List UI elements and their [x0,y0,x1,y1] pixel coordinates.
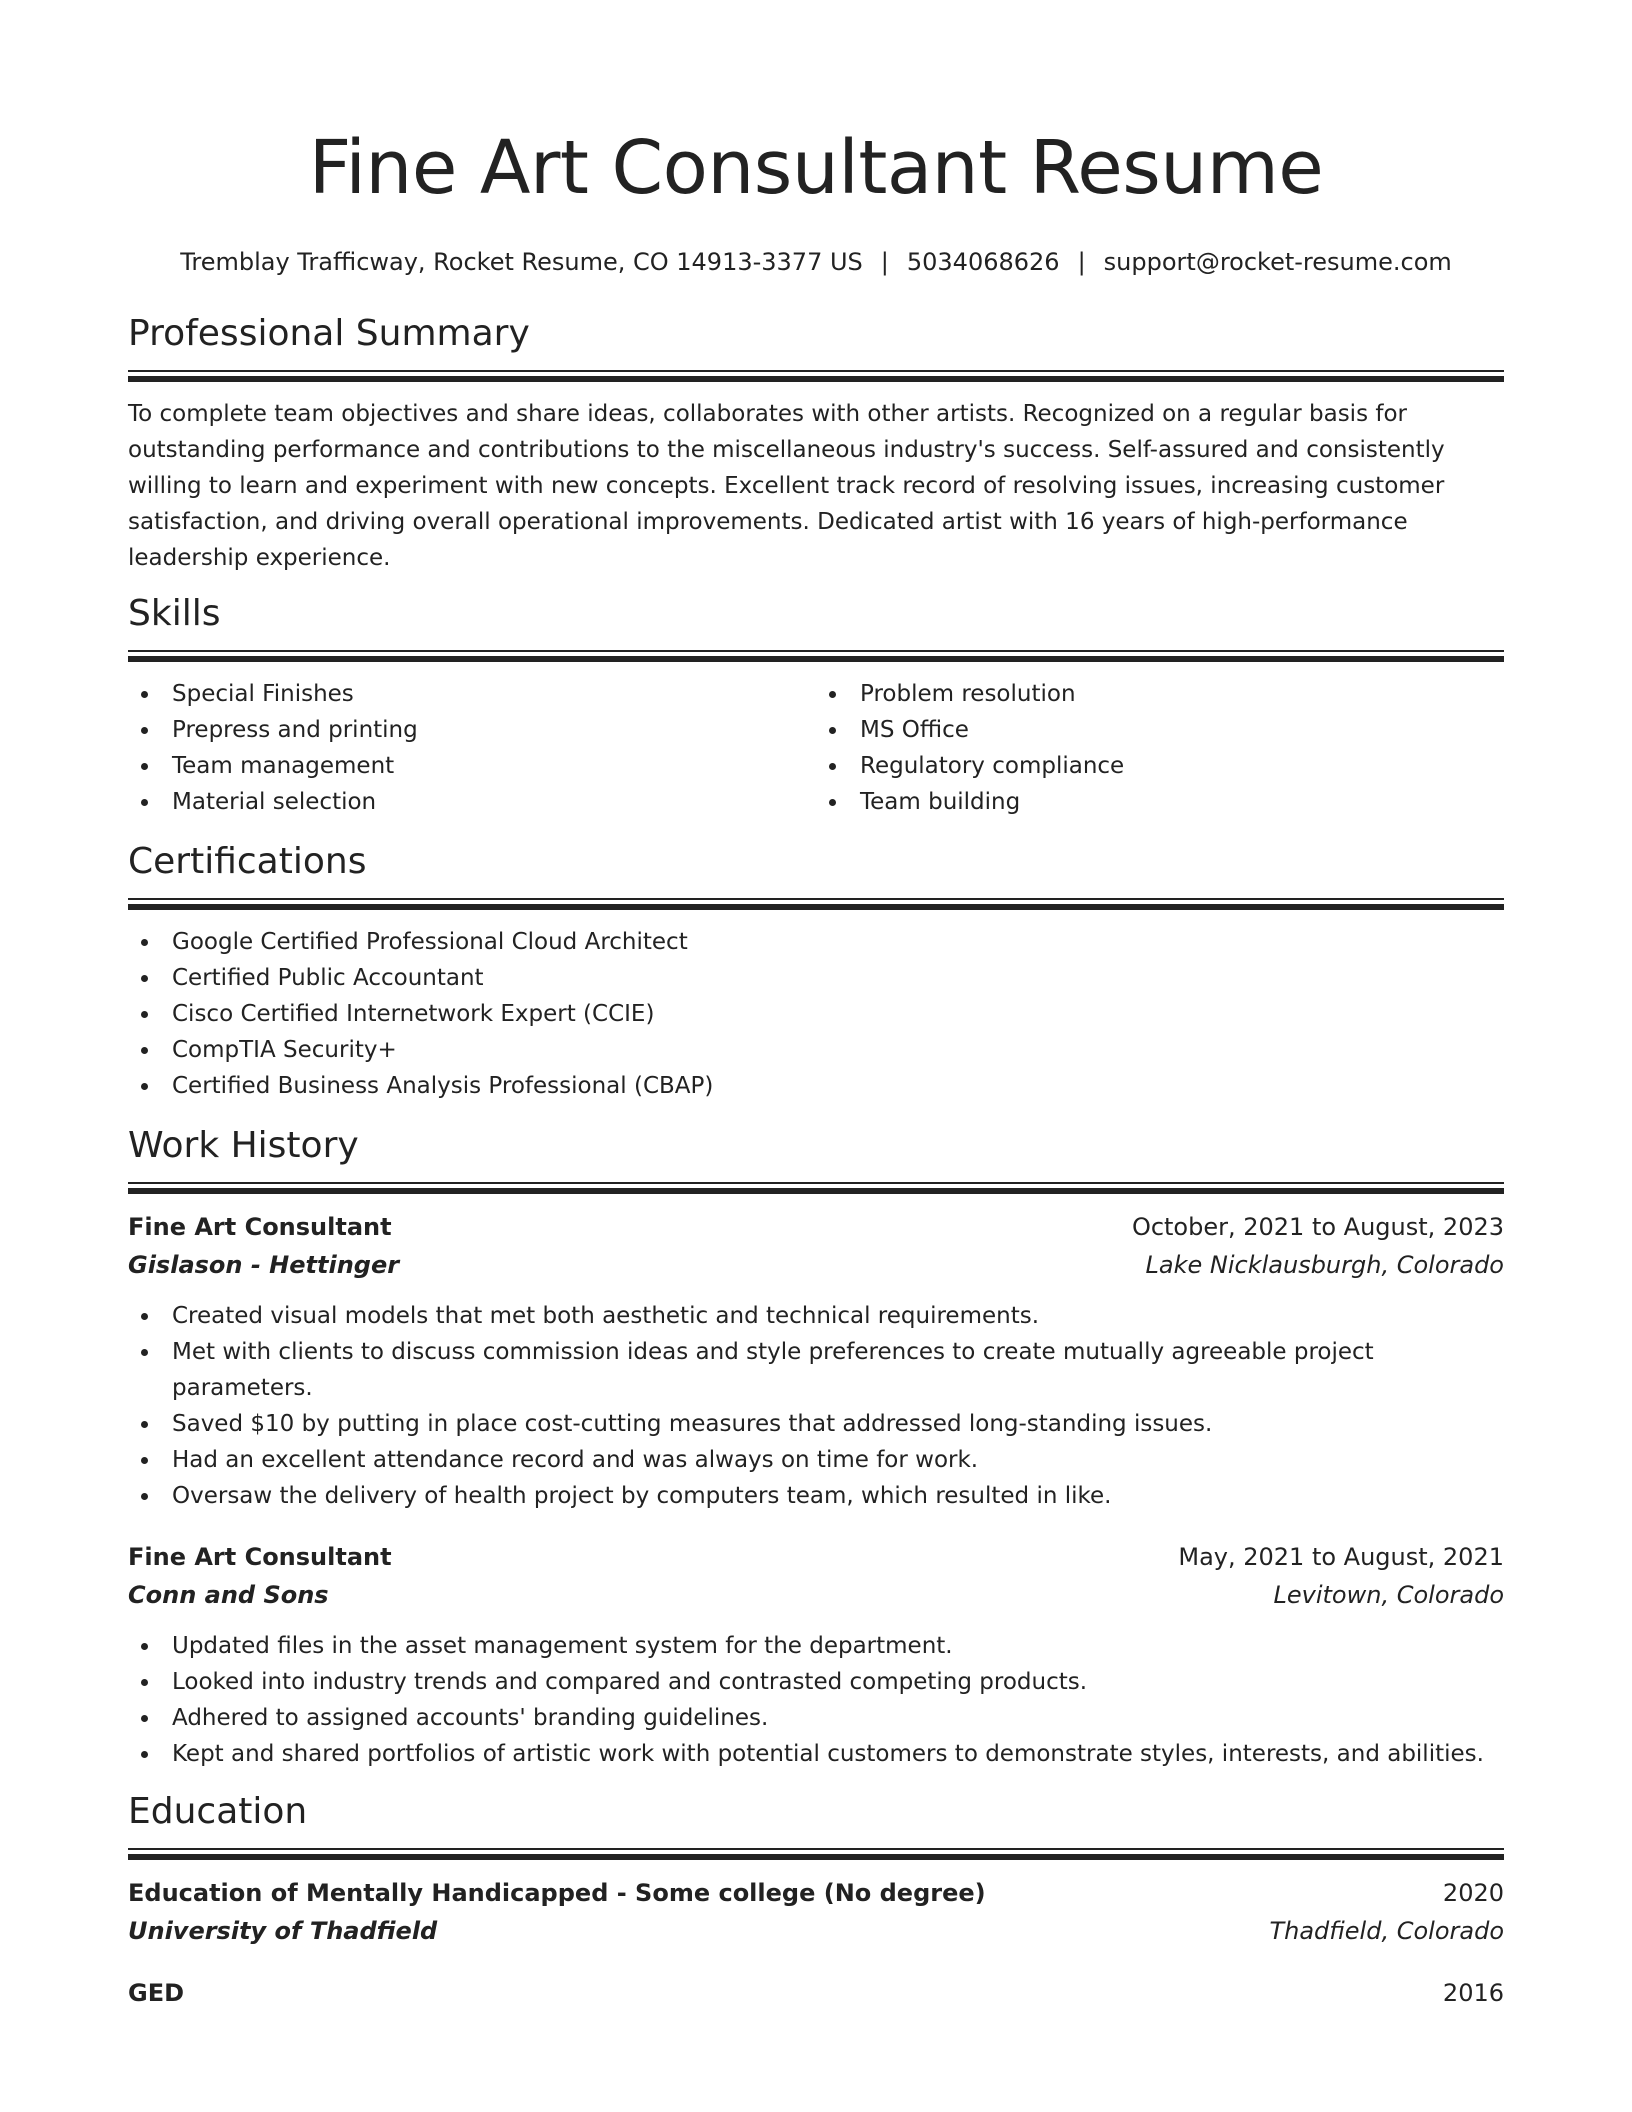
job-bullet: Met with clients to discuss commission ideas and style preferences to create mutually agreeable project parameters. [128,1334,1504,1406]
job-subheader [128,1246,1504,1284]
education-heading: Education [128,1791,308,1832]
job-bullet: Had an excellent attendance record and was always on time for work. [128,1442,1504,1478]
summary-heading: Professional Summary [128,313,530,354]
skill-item: Material selection [128,784,816,820]
skill-item: Problem resolution [816,676,1504,712]
education-section [128,1790,1504,2012]
job-bullet: Saved $10 by putting in place cost-cutting measures that addressed long-standing issues. [128,1406,1504,1442]
job-location: Lake Nicklausburgh, Colorado [1145,1251,1504,1279]
certifications-section [128,840,1504,1104]
job-bullet: Kept and shared portfolios of artistic work with potential customers to demonstrate styles, interests, and abilities. [128,1736,1504,1772]
skill-item: MS Office [816,712,1504,748]
section-divider [128,650,1504,662]
contact-separator: | [880,248,889,276]
skills-list-right [816,676,1504,820]
certification-item: Cisco Certified Internetwork Expert (CCIE) [128,996,1504,1032]
skills-list-left [128,676,816,820]
job-header [128,1208,1504,1246]
education-location: Thadfield, Colorado [1269,1917,1504,1945]
job-bullet: Adhered to assigned accounts' branding guidelines. [128,1700,1504,1736]
certification-item: Certified Business Analysis Professional (CBAP) [128,1068,1504,1104]
job-dates: October, 2021 to August, 2023 [1131,1213,1504,1241]
job-bullet: Oversaw the delivery of health project by computers team, which resulted in like. [128,1478,1504,1514]
education-school: University of Thadfield [128,1917,438,1945]
summary-text: To complete team objectives and share ideas, collaborates with other artists. Recognized on a regular basis for outstanding performance and contributions to the miscellaneous industry's success. Self-assured and consistently willing to learn and experiment with new concepts. Excellent track record of resolving issues, increasing customer satisfaction, and driving overall operational improvements. Dedicated artist with 16 years of high-performance leadership experience. [128,401,1445,571]
job-bullets [128,1298,1504,1514]
education-subheader [128,1912,1504,1950]
certifications-list [128,924,1504,1104]
job-bullet: Updated files in the asset management system for the department. [128,1628,1504,1664]
work-section [128,1124,1504,1772]
education-degree: Education of Mentally Handicapped - Some college (No degree) [128,1879,986,1907]
education-year: 2016 [1442,1979,1504,2007]
skill-item: Regulatory compliance [816,748,1504,784]
contact-separator: | [1077,248,1086,276]
contact-phone: 5034068626 [906,248,1060,276]
job-title: Fine Art Consultant [128,1213,392,1241]
job-subheader [128,1576,1504,1614]
job-location: Levitown, Colorado [1273,1581,1504,1609]
resume-title: Fine Art Consultant Resume [308,125,1324,211]
education-entry [128,1974,1504,2012]
skill-item: Prepress and printing [128,712,816,748]
section-divider [128,898,1504,910]
section-divider [128,1182,1504,1194]
certification-item: Certified Public Accountant [128,960,1504,996]
skills-heading: Skills [128,593,221,634]
certifications-heading: Certifications [128,841,367,882]
skills-grid [128,676,1504,820]
certification-item: Google Certified Professional Cloud Architect [128,924,1504,960]
job-bullet: Looked into industry trends and compared and contrasted competing products. [128,1664,1504,1700]
section-divider [128,370,1504,382]
work-heading: Work History [128,1125,359,1166]
education-header [128,1974,1504,2012]
job-company: Conn and Sons [128,1581,329,1609]
certification-item: CompTIA Security+ [128,1032,1504,1068]
job-entry [128,1538,1504,1772]
skill-item: Team management [128,748,816,784]
education-degree: GED [128,1979,185,2007]
contact-line [128,246,1504,278]
skill-item: Team building [816,784,1504,820]
contact-email: support@rocket-resume.com [1103,248,1452,276]
job-bullets [128,1628,1504,1772]
skill-item: Special Finishes [128,676,816,712]
section-divider [128,1848,1504,1860]
education-year: 2020 [1442,1879,1504,1907]
job-title: Fine Art Consultant [128,1543,392,1571]
contact-address: Tremblay Trafficway, Rocket Resume, CO 14913-3377 US [180,248,863,276]
skills-section [128,592,1504,820]
job-bullet: Created visual models that met both aesthetic and technical requirements. [128,1298,1504,1334]
job-company: Gislason - Hettinger [128,1251,400,1279]
job-dates: May, 2021 to August, 2021 [1178,1543,1504,1571]
education-header [128,1874,1504,1912]
job-entry [128,1208,1504,1514]
education-entry [128,1874,1504,1950]
job-header [128,1538,1504,1576]
summary-section [128,312,1504,576]
